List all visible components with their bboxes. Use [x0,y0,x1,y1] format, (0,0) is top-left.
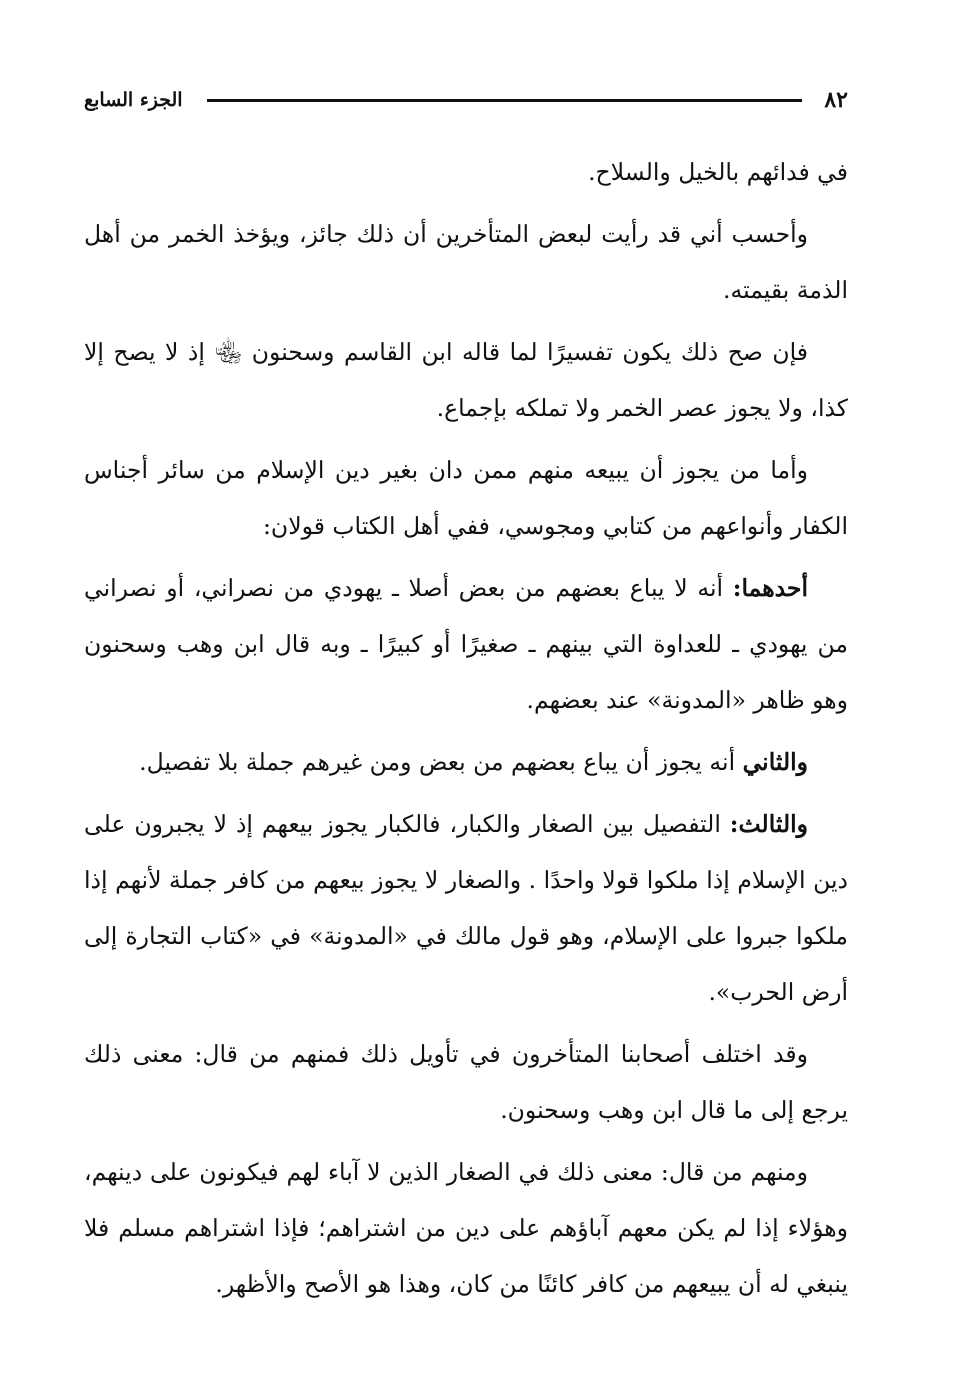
book-page [84,78,848,1318]
paragraph-text: أنه يجوز أن يباع بعضهم من بعض ومن غيرهم جملة بلا تفصيل. [139,748,743,776]
paragraph-lead: والثاني [742,748,808,776]
paragraph [84,206,848,318]
header-rule [207,99,803,102]
paragraph-text: وأحسب أني قد رأيت لبعض المتأخرين أن ذلك جائز، ويؤخذ الخمر من أهل الذمة بقيمته. [84,220,848,304]
paragraph [84,560,848,728]
paragraph [84,144,848,200]
paragraph-text: في فدائهم بالخيل والسلاح. [588,158,848,186]
paragraph [84,1026,848,1138]
page-number: ٨٢ [824,87,848,113]
paragraph [84,1144,848,1312]
paragraph-text: وأما من يجوز أن يبيعه منهم ممن دان بغير دين الإسلام من سائر أجناس الكفار وأنواعهم من كتابي ومجوسي، ففي أهل الكتاب قولان: [84,456,848,540]
paragraph-lead: والثالث: [729,810,808,838]
volume-title: الجزء السابع [84,89,183,111]
body-text [84,144,848,1312]
paragraph-lead: أحدهما: [732,574,808,602]
paragraph [84,442,848,554]
paragraph [84,324,848,436]
running-header [84,78,848,122]
paragraph-text: أنه لا يباع بعضهم من بعض أصلا ـ يهودي من نصراني، أو نصراني من يهودي ـ للعداوة التي بينهم ـ صغيرًا أو كبيرًا ـ وبه قال ابن وهب وسحنون وهو ظاهر «المدونة» عند بعضهم. [84,574,848,714]
paragraph-text: التفصيل بين الصغار والكبار، فالكبار يجوز بيعهم إذ لا يجبرون على دين الإسلام إذا ملكوا قولا واحدًا . والصغار لا يجوز بيعهم من كافر جملة لأنهم إذا ملكوا جبروا على الإسلام، وهو قول مالك في «المدونة» في «كتاب التجارة إلى أرض الحرب». [84,810,848,1006]
paragraph [84,796,848,1020]
paragraph-text: ومنهم من قال: معنى ذلك في الصغار الذين لا آباء لهم فيكونون على دينهم، وهؤلاء إذا لم يكن معهم آباؤهم على دين من اشتراهم؛ فإذا اشتراهم مسلم فلا ينبغي له أن يبيعهم من كافر كائنًا من كان، وهذا هو الأصح والأظهر. [84,1158,848,1298]
paragraph [84,734,848,790]
paragraph-text: وقد اختلف أصحابنا المتأخرون في تأويل ذلك فمنهم من قال: معنى ذلك يرجع إلى ما قال ابن وهب وسحنون. [84,1040,848,1124]
paragraph-text: فإن صح ذلك يكون تفسيرًا لما قاله ابن القاسم وسحنون ﵄ إذ لا يصح إلا كذا، ولا يجوز عصر الخمر ولا تملكه بإجماع. [84,338,848,422]
